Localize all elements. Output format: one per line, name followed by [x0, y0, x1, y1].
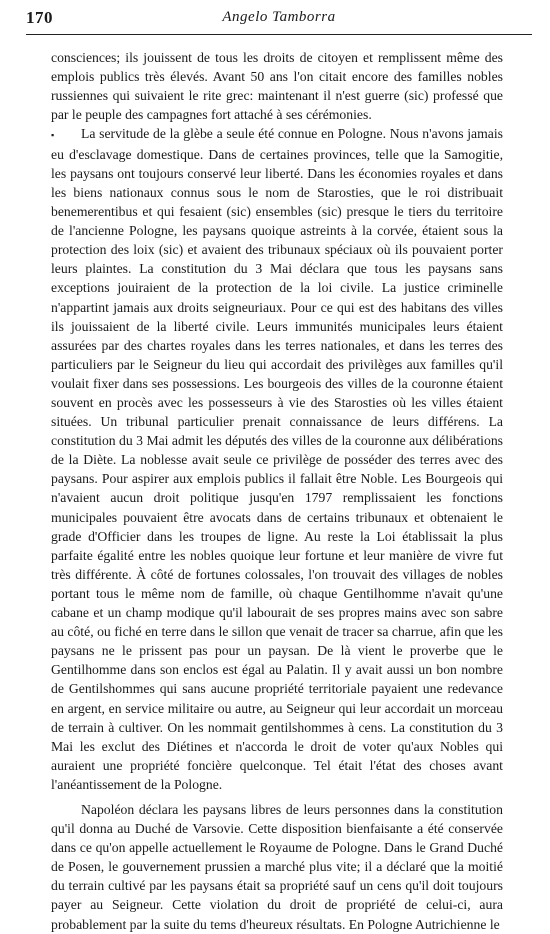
header-rule — [26, 34, 532, 35]
paragraph-1: consciences; ils jouissent de tous les droits de citoyen et remplissent même des emplois publics très élevés. Avant 50 ans l'on citait encore des familles nobles russiennes qui suivaient le rite grec: maintenant il n'est guerre (sic) professé que par le peuple des campagnes fort attaché à ses cérémonies. — [51, 50, 503, 123]
bullet-marker: ▪ — [51, 129, 55, 140]
paragraph-2 — [51, 124, 503, 794]
running-head — [26, 6, 532, 34]
paragraph-3: Napoléon déclara les paysans libres de leurs personnes dans la constitution qu'il donna au Duché de Varsovie. Cette disposition bienfaisante a été conservée dans ce qu'on appelle actuellement le Royaume de Pologne. Dans le Grand Duché de Posen, le gouvernement prussien a marché plus vite; il a déclaré que la moitié du terrain cultivé par les paysans était sa propriété sauf un cens qu'il doit toujours payer au Seigneur. Cette violation du droit de propriété de celui-ci, aura probablement par la suite du tems d'heureux résultats. En Pologne Autrichienne le — [51, 801, 503, 932]
paragraph-2-text: La servitude de la glèbe a seule été connue en Pologne. Nous n'avons jamais eu d'esclavage domestique. Dans de certaines provinces, telle que la Samogitie, les paysans ont toujours conservé leur liberté. Dans les économies royales et dans les biens nationaux connus sous le nom de Starosties, que le roi distribuait benemerentibus et qui fesaient (sic) ensembles (sic) presque le tiers du territoire de l'ancienne Pologne, les paysans quoique astreints à la corvée, étaient sous la protection des loix (sic) et avaient des tribunaux spéciaux où ils pouvaient porter leurs plaintes. La constitution du 3 Mai déclara que tous les paysans sans exceptions jouiraient de la protection de la loi civile. La justice criminelle n'appartint jamais aux droits seigneuriaux. Pour ce qui est des habitans des villes ils jouissaient de la liberté civile. Leurs immunités municipales leurs étaient assurées par des chartes royales dans les terres nationales, et dans les terres des particuliers par le Seigneur du lieu qui accordait des privilèges aux familles qu'il voulait fixer dans ses possessions. Les bourgeois des villes de la couronne étaient souvent en procès avec les possesseurs à vie des Starosties où les villes étaient situées. Un tribunal particulier prenait connaissance de leurs différens. La constitution du 3 Mai admit les députés des villes de la couronne aux délibérations de la Diète. La noblesse avait seule ce privilège de posséder des terres avec des paysans. Pour aspirer aux emplois publics il fallait être Noble. Les Bourgeois qui n'avaient aucun droit politique jusqu'en 1797 remplissaient les fonctions municipales pouvaient être avocats dans de certains tribunaux et obtenaient le grade d'Officier dans les troupes de ligne. Au reste la Loi établissait la plus parfaite égalité entre les nobles quoique leur fortune et leur manière de vivre fut très différente. À côté de fortunes colossales, l'on trouvait des villages de nobles portant tous le même nom de famille, où chaque Gentilhomme n'avait qu'une cabane et un champ modique qu'il labourait de ses propres mains avec son sabre au côté, ou fiché en terre dans le sillon que venait de tracer sa charrue, afin que les paysans ne le prissent pas pour un paysan. De là vient le proverbe que le Gentilhomme dans son enclos est égal au Palatin. Il y avait aussi un bon nombre de Gentilshommes qui sans aucune propriété territoriale payaient une redevance en argent, en service militaire ou autre, au Seigneur qui leur accordait un morceau de terrain à cultiver. On les nommait gentilshommes à cens. La constitution du 3 Mai les exclut des Diétines et n'accorda le droit de voter qu'aux Nobles qui auraient une propriété foncière quelconque. Tel était l'état des choses avant l'anéantissement de la Pologne. — [51, 126, 503, 792]
running-title: Angelo Tamborra — [222, 9, 336, 25]
page-number: 170 — [26, 8, 53, 27]
document-body — [51, 48, 503, 934]
